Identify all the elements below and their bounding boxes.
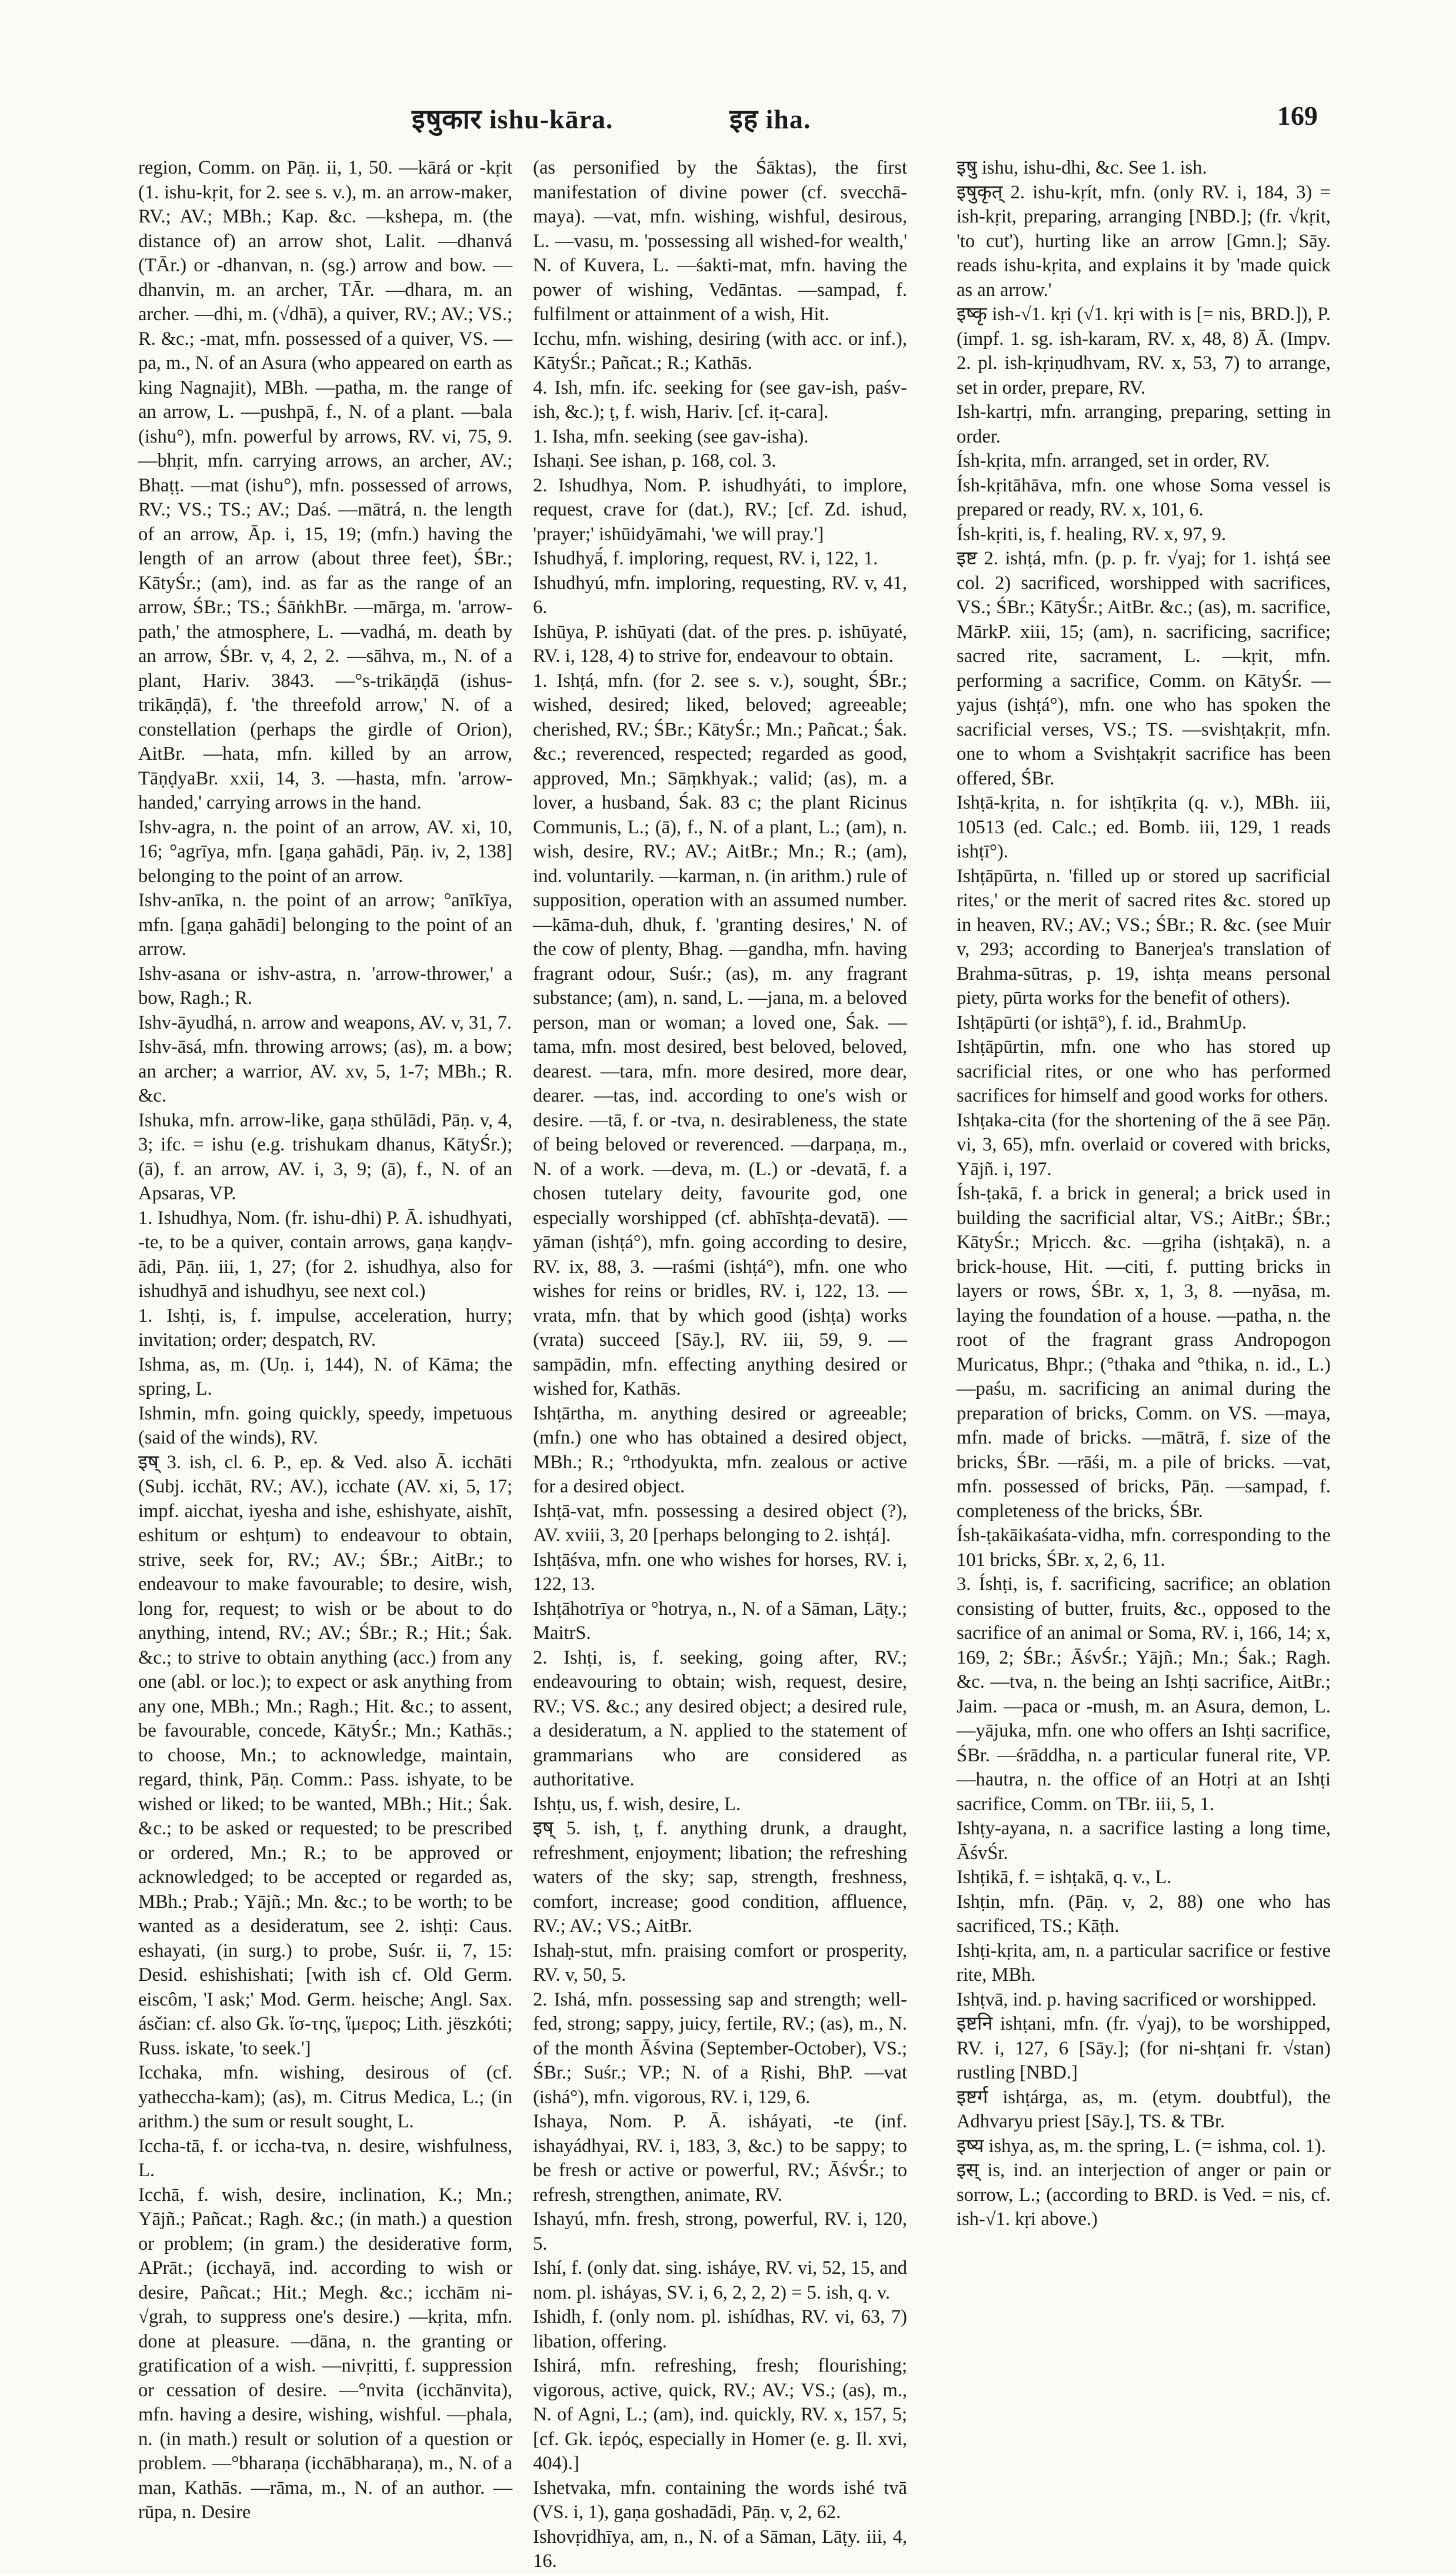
entry: Ishv-āyudhá, n. arrow and weapons, AV. v, 31, 7. (138, 1012, 512, 1033)
entry: Ishaḥ-stut, mfn. praising comfort or prosperity, RV. v, 50, 5. (533, 1940, 907, 1986)
column-middle (533, 156, 907, 2572)
entry: 1. Ishṭi, is, f. impulse, acceleration, hurry; invitation; order; despatch, RV. (138, 1305, 512, 1351)
entry: इष्टनि ishṭani, mfn. (fr. √yaj), to be worshipped, RV. i, 127, 6 [Sāy.]; (for ni-shṭani fr. √stan) rustling [NBD.] (957, 2013, 1331, 2083)
page-header (141, 100, 1318, 141)
entry: Ísh-kṛitāhāva, mfn. one whose Soma vessel is prepared or ready, RV. x, 101, 6. (957, 474, 1331, 520)
entry: Iccha-tā, f. or iccha-tva, n. desire, wishfulness, L. (138, 2135, 512, 2181)
entry: 1. Ishudhya, Nom. (fr. ishu-dhi) P. Ā. ishudhyati, -te, to be a quiver, contain arrows, gaṇa kaṇḍv-ādi, Pāṇ. iii, 1, 27; (for 2. ishudhya, also for ishudhyā and ishudhyu, see next col.) (138, 1207, 512, 1302)
header-center-headword: इह iha. (729, 104, 811, 134)
entry: Icchu, mfn. wishing, desiring (with acc. or inf.), KātyŚr.; Pañcat.; R.; Kathās. (533, 328, 907, 374)
entry: Ishṭāhotrīya or °hotrya, n., N. of a Sāman, Lāṭy.; MaitrS. (533, 1598, 907, 1644)
entry: Ishayú, mfn. fresh, strong, powerful, RV. i, 120, 5. (533, 2209, 907, 2254)
entry: Ishudhyā́, f. imploring, request, RV. i, 122, 1. (533, 548, 878, 569)
entry: Ishaya, Nom. P. Ā. isháyati, -te (inf. ishayádhyai, RV. i, 183, 3, &c.) to be sappy; to be fresh or active or powerful, RV.; ĀśvŚr.; to refresh, strengthen, animate, RV. (533, 2111, 907, 2206)
entry: Ishaṇi. See ishan, p. 168, col. 3. (533, 450, 777, 471)
entry: Ísh-kṛita, mfn. arranged, set in order, RV. (957, 450, 1270, 471)
entry: Ishv-anīka, n. the point of an arrow; °anīkīya, mfn. [gaṇa gahādi] belonging to the point of an arrow. (138, 890, 512, 960)
entry: Ishṭā-vat, mfn. possessing a desired object (?), AV. xviii, 3, 20 [perhaps belonging to 2. ishṭá]. (533, 1500, 907, 1546)
entry: Ishv-āsá, mfn. throwing arrows; (as), m. a bow; an archer; a warrior, AV. xv, 5, 1-7; MBh.; R. &c. (138, 1036, 512, 1106)
entry: Ishṭvā, ind. p. having sacrificed or worshipped. (957, 1988, 1317, 2010)
entry: Ishirá, mfn. refreshing, fresh; flourishing; vigorous, active, quick, RV.; AV.; VS.; (as), m., N. of Agni, L.; (am), ind. quickly, RV. x, 157, 5; [cf. Gk. ἱερός, especially in Homer (e. g. Il. xvi, 404).] (533, 2355, 907, 2474)
entry: Ishṭy-ayana, n. a sacrifice lasting a long time, ĀśvŚr. (957, 1818, 1331, 1864)
entry: इषुकृत् 2. ishu-kṛít, mfn. (only RV. i, 184, 3) = ish-kṛit, preparing, arranging [NBD.]; (fr. √kṛit, 'to cut'), hurting like an arrow [Gmn.]; Sāy. reads ishu-kṛita, and explains it by 'made quick as an arrow.' (957, 181, 1331, 301)
entry: Ishí, f. (only dat. sing. isháye, RV. vi, 52, 15, and nom. pl. isháyas, SV. i, 6, 2, 2, 2) = 5. ish, q. v. (533, 2257, 907, 2303)
entry: Ishovṛidhīya, am, n., N. of a Sāman, Lāṭy. iii, 4, 16. (533, 2526, 907, 2572)
entry: Ishṭikā, f. = ishṭakā, q. v., L. (957, 1867, 1172, 1888)
entry: इष् 3. ish, cl. 6. P., ep. & Ved. also Ā. icchāti (Subj. icchāt, RV.; AV.), icchate (AV. xi, 5, 17; impf. aicchat, iyesha and ishe, eshishyate, aishīt, eshitum or eshṭum) to endeavour to obtain, strive, seek for, RV.; AV.; ŚBr.; AitBr.; to endeavour to make favourable; to desire, wish, long for, request; to wish or be about to do anything, intend, RV.; AV.; ŚBr.; R.; Hit.; Śak. &c.; to strive to obtain anything (acc.) from any one (abl. or loc.); to expect or ask anything from any one, MBh.; Mn.; Ragh.; Hit. &c.; to assent, be favourable, concede, KātyŚr.; Mn.; Kathās.; to choose, Mn.; to acknowledge, maintain, regard, think, Pāṇ. Comm.: Pass. ishyate, to be wished or liked; to be wanted, MBh.; Hit.; Śak. &c.; to be asked or requested; to be prescribed or ordered, Mn.; R.; to be approved or acknowledged; to be accepted or regarded as, MBh.; Prab.; Yājñ.; Mn. &c.; to be worth; to be wanted as a desideratum, see 2. ishṭi: Caus. eshayati, (in surg.) to probe, Suśr. ii, 7, 15: Desid. eshishishati; [with ish cf. Old Germ. eiscôm, 'I ask;' Mod. Germ. heische; Angl. Sax. ásčian: cf. also Gk. ἴσ-της, ἵμερος; Lith. jëszkóti; Russ. iskate, 'to seek.'] (138, 1451, 512, 2059)
entry: Ishṭā-kṛita, n. for ishṭīkṛita (q. v.), MBh. iii, 10513 (ed. Calc.; ed. Bomb. iii, 129, 1 reads ishṭī°). (957, 792, 1331, 862)
entry: इष्ट 2. ishṭá, mfn. (p. p. fr. √yaj; for 1. ishṭá see col. 2) sacrificed, worshipped with sacrifices, VS.; ŚBr.; KātyŚr.; AitBr. &c.; (as), m. sacrifice, MārkP. xiii, 15; (am), n. sacrificing, sacrifice; sacred rite, sacrament, L. —kṛit, mfn. performing a sacrifice, Comm. on KātyŚr. —yajus (ishṭá°), mfn. one who has spoken the sacrificial verses, VS.; TS. —svishṭakṛit, mfn. one to whom a Svishṭakṛit sacrifice has been offered, ŚBr. (957, 548, 1331, 789)
entry: Ishṭāśva, mfn. one who wishes for horses, RV. i, 122, 13. (533, 1549, 907, 1595)
entry: इष्कृ ish-√1. kṛi (√1. kṛi with is [= nis, BRD.]), P. (impf. 1. sg. ish-karam, RV. x, 48, 8) Ā. (Impv. 2. pl. ish-kṛiṇudhvam, RV. x, 53, 7) to arrange, set in order, prepare, RV. (957, 304, 1331, 398)
column-left (138, 156, 512, 2523)
entry: Ísh-ṭakā, f. a brick in general; a brick used in building the sacrificial altar, VS.; AitBr.; ŚBr.; KātyŚr.; Mṛicch. &c. —gṛiha (ishṭakā), n. a brick-house, Hit. —citi, f. putting bricks in layers or rows, ŚBr. x, 1, 3, 8. —nyāsa, m. laying the foundation of a house. —patha, n. the root of the fragrant grass Andropogon Muricatus, Bhpr.; (°thaka and °thika, n. id., L.) —paśu, m. sacrificing an animal during the preparation of bricks, Comm. on VS. —maya, mfn. made of bricks. —mātrā, f. size of the bricks, ŚBr. —rāśi, m. a pile of bricks. —vat, mfn. possessed of bricks, Pāṇ. —sampad, f. completeness of the bricks, ŚBr. (957, 1183, 1331, 1522)
entry: Ishṭāpūrta, n. 'filled up or stored up sacrificial rites,' or the merit of sacred rites &c. stored up in heaven, RV.; AV.; VS.; ŚBr.; R. &c. (see Muir v, 293; according to Banerjea's translation of Brahma-sūtras, p. 19, ishṭa means personal piety, pūrta works for the benefit of others). (957, 865, 1331, 1009)
entry: 2. Ishudhya, Nom. P. ishudhyáti, to implore, request, crave for (dat.), RV.; [cf. Zd. ishud, 'prayer;' ishūidyāmahi, 'we will pray.'] (533, 474, 907, 545)
entry: Ishetvaka, mfn. containing the words ishé tvā (VS. i, 1), gaṇa goshadādi, Pāṇ. v, 2, 62. (533, 2477, 907, 2523)
entry: (as personified by the Śāktas), the first manifestation of divine power (cf. svecchā-maya). —vat, mfn. wishing, wishful, desirous, L. —vasu, m. 'possessing all wished-for wealth,' N. of Kuvera, L. —śakti-mat, mfn. having the power of wishing, Vedāntas. —sampad, f. fulfilment or attainment of a wish, Hit. (533, 157, 907, 325)
entry: Ish-kartṛi, mfn. arranging, preparing, setting in order. (957, 401, 1331, 447)
entry: Ísh-ṭakāikaśata-vidha, mfn. corresponding to the 101 bricks, ŚBr. x, 2, 6, 11. (957, 1525, 1331, 1571)
entry: Ishidh, f. (only nom. pl. ishídhas, RV. vi, 63, 7) libation, offering. (533, 2306, 907, 2352)
entry: Ishṭāpūrti (or ishṭā°), f. id., BrahmUp. (957, 1012, 1247, 1033)
page-number: 169 (1277, 101, 1318, 131)
entry: Ishṭu, us, f. wish, desire, L. (533, 1793, 741, 1815)
header-left-headword: इषुकार ishu-kāra. (412, 104, 614, 134)
entry: इस् is, ind. an interjection of anger or pain or sorrow, L.; (according to BRD. is Ved. = nis, cf. ish-√1. kṛi above.) (957, 2160, 1331, 2230)
entry: Ishv-agra, n. the point of an arrow, AV. xi, 10, 16; °agrīya, mfn. [gaṇa gahādi, Pāṇ. iv, 2, 138] belonging to the point of an arrow. (138, 816, 512, 887)
entry: Ishuka, mfn. arrow-like, gaṇa sthūlādi, Pāṇ. v, 4, 3; ifc. = ishu (e.g. trishukam dhanus, KātyŚr.); (ā), f. an arrow, AV. i, 3, 9; (ā), f., N. of an Apsaras, VP. (138, 1109, 512, 1204)
entry: Icchaka, mfn. wishing, desirous of (cf. yatheccha-kam); (as), m. Citrus Medica, L.; (in arithm.) the sum or result sought, L. (138, 2062, 512, 2132)
entry: इषु ishu, ishu-dhi, &c. See 1. ish. (957, 157, 1207, 178)
entry: Ishudhyú, mfn. imploring, requesting, RV. v, 41, 6. (533, 572, 907, 618)
entry: region, Comm. on Pāṇ. ii, 1, 50. —kārá or -kṛit (1. ishu-kṛit, for 2. see s. v.), m. an arrow-maker, RV.; AV.; MBh.; Kap. &c. —kshepa, m. (the distance of) an arrow shot, Lalit. —dhanvá (TĀr.) or -dhanvan, n. (sg.) arrow and bow. —dhanvin, m. an archer, TĀr. —dhara, m. an archer. —dhi, m. (√dhā), a quiver, RV.; AV.; VS.; R. &c.; -mat, mfn. possessed of a quiver, VS. —pa, m., N. of an Asura (who appeared on earth as king Nagnajit), MBh. —patha, m. the range of an arrow, L. —pushpā, f., N. of a plant. —bala (ishu°), mfn. powerful by arrows, RV. vi, 75, 9. —bhṛit, mfn. carrying arrows, an archer, AV.; Bhaṭṭ. —mat (ishu°), mfn. possessed of arrows, RV.; VS.; TS.; AV.; Daś. —mātrá, n. the length of an arrow, Āp. i, 15, 19; (mfn.) having the length of an arrow (about three feet), ŚBr.; KātyŚr.; (am), ind. as far as the range of an arrow, ŚBr.; TS.; ŚāṅkhBr. —mārga, m. 'arrow-path,' the atmosphere, L. —vadhá, m. death by an arrow, ŚBr. v, 4, 2, 2. —sāhva, m., N. of a plant, Hariv. 3843. —°s-trikāṇḍā (ishus-trikāṇḍā), f. 'the threefold arrow,' N. of a constellation (perhaps the girdle of Orion), AitBr. —hata, mfn. killed by an arrow, TāṇḍyaBr. xxii, 14, 3. —hasta, mfn. 'arrow-handed,' carrying arrows in the hand. (138, 157, 512, 813)
entry: Icchā, f. wish, desire, inclination, K.; Mn.; Yājñ.; Pañcat.; Ragh. &c.; (in math.) a question or problem; (in gram.) the desiderative form, APrāt.; (icchayā, ind. according to wish or desire, Pañcat.; Hit.; Megh. &c.; icchām ni-√grah, to suppress one's desire.) —kṛita, mfn. done at pleasure. —dāna, n. the granting or gratification of a wish. —nivṛitti, f. suppression or cessation of desire. —°nvita (icchānvita), mfn. having a desire, wishing, wishful. —phala, n. (in math.) result or solution of a question or problem. —°bharaṇa (icchābharaṇa), m., N. of a man, Kathās. —rāma, m., N. of an author. —rūpa, n. Desire (138, 2184, 512, 2523)
entry: 1. Isha, mfn. seeking (see gav-isha). (533, 425, 809, 447)
entry: इष्य ishya, as, m. the spring, L. (= ishma, col. 1). (957, 2135, 1326, 2157)
entry: Ishṭi-kṛita, am, n. a particular sacrifice or festive rite, MBh. (957, 1940, 1331, 1986)
column-right (957, 156, 1331, 2230)
entry: Ísh-kṛiti, is, f. healing, RV. x, 97, 9. (957, 523, 1227, 545)
entry: Ishv-asana or ishv-astra, n. 'arrow-thrower,' a bow, Ragh.; R. (138, 963, 512, 1009)
entry: 2. Ishṭi, is, f. seeking, going after, RV.; endeavouring to obtain; wish, request, desire, RV.; VS. &c.; any desired object; a desired rule, a desideratum, a N. applied to the statement of grammarians who are considered as authoritative. (533, 1647, 907, 1790)
entry: 2. Ishá, mfn. possessing sap and strength; well-fed, strong; sappy, juicy, fertile, RV.; (as), m., N. of the month Āśvina (September-October), VS.; ŚBr.; Suśr.; VP.; N. of a Ṛishi, BhP. —vat (ishá°), mfn. vigorous, RV. i, 129, 6. (533, 1988, 907, 2108)
entry: Ishṭaka-cita (for the shortening of the ā see Pāṇ. vi, 3, 65), mfn. overlaid or covered with bricks, Yājñ. i, 197. (957, 1109, 1331, 1180)
entry: 4. Ish, mfn. ifc. seeking for (see gav-ish, paśv-ish, &c.); ṭ, f. wish, Hariv. [cf. iṭ-cara]. (533, 377, 907, 423)
entry: Ishṭin, mfn. (Pāṇ. v, 2, 88) one who has sacrificed, TS.; Kāṭh. (957, 1891, 1331, 1937)
entry: इष् 5. ish, ṭ, f. anything drunk, a draught, refreshment, enjoyment; libation; the refreshing waters of the sky; sap, strength, freshness, comfort, increase; good condition, affluence, RV.; AV.; VS.; AitBr. (533, 1818, 907, 1937)
entry: इष्टर्ग ishṭárga, as, m. (etym. doubtful), the Adhvaryu priest [Sāy.], TS. & TBr. (957, 2086, 1331, 2132)
entry: Ishṭāpūrtin, mfn. one who has stored up sacrificial rites, or one who has performed sacrifices for himself and good works for others. (957, 1036, 1331, 1106)
entry: 3. Íshṭi, is, f. sacrificing, sacrifice; an oblation consisting of butter, fruits, &c., opposed to the sacrifice of an animal or Soma, RV. i, 166, 14; x, 169, 2; ŚBr.; ĀśvŚr.; Yājñ.; Mn.; Śak.; Ragh. &c. —tva, n. the being an Ishṭi sacrifice, AitBr.; Jaim. —paca or -mush, m. an Asura, demon, L. —yājuka, mfn. one who offers an Ishṭi sacrifice, ŚBr. —śrāddha, n. a particular funeral rite, VP. —hautra, n. the office of an Hotṛi at an Ishṭi sacrifice, Comm. on TBr. iii, 5, 1. (957, 1574, 1331, 1815)
entry: Ishṭārtha, m. anything desired or agreeable; (mfn.) one who has obtained a desired object, MBh.; R.; °rthodyukta, mfn. zealous or active for a desired object. (533, 1402, 907, 1497)
entry: Ishmin, mfn. going quickly, speedy, impetuous (said of the winds), RV. (138, 1402, 512, 1448)
entry: Ishma, as, m. (Uṇ. i, 144), N. of Kāma; the spring, L. (138, 1353, 512, 1399)
entry: Ishūya, P. ishūyati (dat. of the pres. p. ishūyaté, RV. i, 128, 4) to strive for, endeavour to obtain. (533, 621, 907, 667)
entry: 1. Ishṭá, mfn. (for 2. see s. v.), sought, ŚBr.; wished, desired; liked, beloved; agreeable; cherished, RV.; ŚBr.; KātyŚr.; Mn.; Pañcat.; Śak. &c.; reverenced, respected; regarded as good, approved, Mn.; Sāṃkhyak.; valid; (as), m. a lover, a husband, Śak. 83 c; the plant Ricinus Communis, L.; (ā), f., N. of a plant, L.; (am), n. wish, desire, RV.; AV.; AitBr.; Mn.; R.; (am), ind. voluntarily. —karman, n. (in arithm.) rule of supposition, operation with an assumed number. —kāma-duh, dhuk, f. 'granting desires,' N. of the cow of plenty, Bhag. —gandha, mfn. having fragrant odour, Suśr.; (as), m. any fragrant substance; (am), n. sand, L. —jana, m. a beloved person, man or woman; a loved one, Śak. —tama, mfn. most desired, best beloved, beloved, dearest. —tara, mfn. more desired, more dear, dearer. —tas, ind. according to one's wish or desire. —tā, f. or -tva, n. desirableness, the state of being beloved or reverenced. —darpaṇa, m., N. of a work. —deva, m. (L.) or -devatā, f. a chosen tutelary deity, favourite god, one especially worshipped (cf. abhīshṭa-devatā). —yāman (ishṭá°), mfn. going according to desire, RV. ix, 88, 3. —raśmi (ishṭá°), mfn. one who wishes for reins or bridles, RV. i, 122, 13. —vrata, mfn. that by which good (ishṭa) works (vrata) succeed [Sāy.], RV. iii, 59, 9. —sampādin, mfn. effecting anything desired or wished for, Kathās. (533, 670, 907, 1399)
